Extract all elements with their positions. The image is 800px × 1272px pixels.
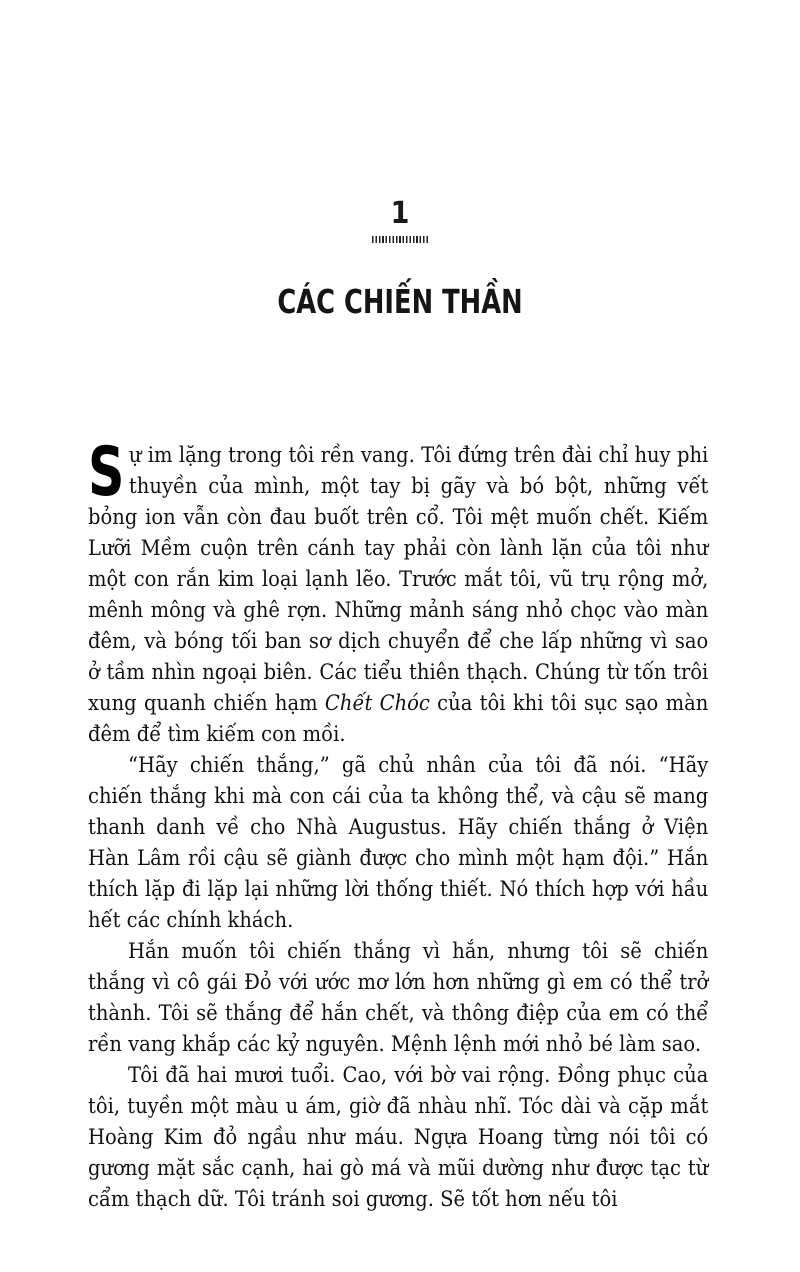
paragraph: Hắn muốn tôi chiến thắng vì hắn, nhưng tôi sẽ chiến thắng vì cô gái Đỏ với ước mơ lớn hơn những gì em có thể trở thành. Tôi sẽ thắng để hắn chết, và thông điệp của em có thể rền vang khắp các kỷ nguyên. Mệnh lệnh mới nhỏ bé làm sao.: [88, 939, 709, 1056]
chapter-body: [88, 433, 709, 1215]
paragraph-text: của tôi khi tôi sục sạo màn đêm để tìm kiếm con mồi.: [88, 691, 709, 746]
drop-cap: S: [88, 433, 125, 512]
chapter-number: 1: [390, 196, 410, 231]
paragraph: Tôi đã hai mươi tuổi. Cao, với bờ vai rộng. Đồng phục của tôi, tuyền một màu u ám, giờ đã nhàu nhĩ. Tóc dài và cặp mắt Hoàng Kim đỏ ngầu như máu. Ngựa Hoang từng nói tôi có gương mặt sắc cạnh, hai gò má và mũi dường như được tạc từ cẩm thạch dữ. Tôi tránh soi gương. Sẽ tốt hơn nếu tôi: [88, 1063, 709, 1211]
chapter-ornament: [372, 236, 428, 243]
paragraph-text: ự im lặng trong tôi rền vang. Tôi đứng trên đài chỉ huy phi thuyền của mình, một tay bị gãy và bó bột, những vết bỏng ion vẫn còn đau buốt trên cổ. Tôi mệt muốn chết. Kiếm Lưỡi Mềm cuộn trên cánh tay phải còn lành lặn của tôi như một con rắn kim loại lạnh lẽo. Trước mắt tôi, vũ trụ rộng mở, mênh mông và ghê rợn. Những mảnh sáng nhỏ chọc vào màn đêm, và bóng tối ban sơ dịch chuyển để che lấp những vì sao ở tầm nhìn ngoại biên. Các tiểu thiên thạch. Chúng từ tốn trôi xung quanh chiến hạm: [88, 443, 709, 715]
chapter-title: CÁC CHIẾN THẦN: [277, 282, 523, 321]
ship-name: Chết Chóc: [324, 691, 430, 715]
paragraph: “Hãy chiến thắng,” gã chủ nhân của tôi đã nói. “Hãy chiến thắng khi mà con cái của ta không thể, và cậu sẽ mang thanh danh về cho Nhà Augustus. Hãy chiến thắng ở Viện Hàn Lâm rồi cậu sẽ giành được cho mình một hạm đội.” Hắn thích lặp đi lặp lại những lời thống thiết. Nó thích hợp với hầu hết các chính khách.: [88, 753, 709, 932]
paragraph: [88, 433, 709, 750]
